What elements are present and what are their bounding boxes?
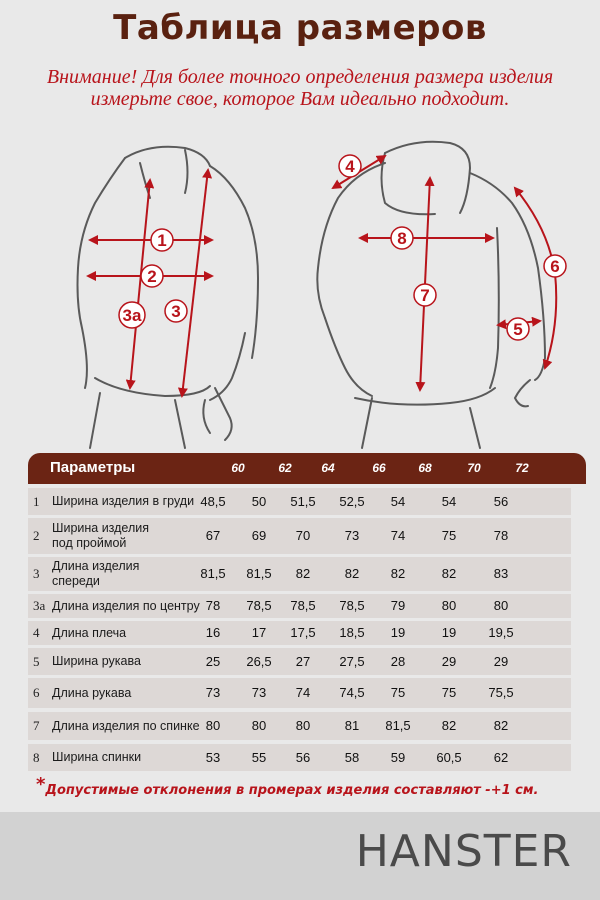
size-value: 78 [493,528,509,543]
marker-8 [391,227,413,249]
size-value: 19 [441,625,457,640]
row-number: 2 [33,528,40,543]
size-value: 75 [441,528,457,543]
size-value: 74 [390,528,406,543]
size-value: 59 [390,749,406,765]
size-header: 68 [418,461,432,475]
size-value: 17 [251,625,267,640]
size-value: 80 [251,718,267,733]
size-value: 53 [205,749,221,765]
marker-2 [141,265,163,287]
size-value: 80 [493,598,509,613]
table-row [28,744,571,771]
size-value: 56 [493,493,509,509]
row-number: 4 [33,625,40,640]
size-value: 17,5 [290,625,316,640]
size-value: 82 [344,566,360,581]
svg-text:6: 6 [550,257,560,276]
size-value: 27,5 [339,653,365,669]
size-value: 81,5 [385,718,411,733]
parameter-name: Ширина изделия в груди [52,494,195,508]
table-header [28,453,586,484]
table-row [28,678,571,708]
page-title: Таблица размеров [113,8,487,48]
size-value: 51,5 [290,493,316,509]
notice-text: Внимание! Для более точного определения размера изделия измерьте свое, которое Вам идеально подходит. [46,66,554,110]
parameter-name: Длина изделия по спинке [52,718,200,733]
row-number: 1 [33,493,40,509]
size-value: 48,5 [200,493,226,509]
size-value: 19 [390,625,406,640]
size-value: 29 [493,653,509,669]
size-value: 69 [251,528,267,543]
svg-text:3: 3 [171,302,181,321]
row-number: 5 [33,653,40,669]
size-value: 74,5 [339,685,365,700]
size-value: 54 [441,493,457,509]
parameter-name: Ширина спинки [52,750,142,764]
parameter-name: Длина плеча [52,625,127,640]
size-value: 75,5 [488,685,514,700]
row-number: 7 [33,718,40,733]
size-value: 28 [390,653,406,669]
size-value: 82 [493,718,509,733]
svg-text:8: 8 [397,229,407,248]
size-value: 82 [295,566,311,581]
size-header: 66 [372,461,386,475]
table-row [28,648,571,675]
marker-4 [339,155,361,177]
svg-text:7: 7 [420,286,430,305]
size-value: 73 [205,685,221,700]
row-number: 8 [33,749,40,765]
size-value: 78,5 [290,598,316,613]
size-value: 52,5 [339,493,365,509]
parameter-name: Ширина изделия под проймой [52,521,150,550]
size-header: 60 [231,461,245,475]
size-value: 25 [205,653,221,669]
footnote [36,774,539,799]
size-value: 79 [390,598,406,613]
size-value: 56 [295,749,311,765]
table-row [28,518,571,554]
size-value: 58 [344,749,360,765]
size-header: 70 [467,461,481,475]
table-row [28,712,571,740]
parameter-name: Длина рукава [52,685,132,700]
size-value: 60,5 [436,749,462,765]
size-value: 73 [344,528,360,543]
marker-7 [414,284,436,306]
size-value: 80 [205,718,221,733]
table-row [28,557,571,591]
table-row [28,621,571,645]
row-number: 3 [33,566,40,581]
size-value: 74 [295,685,311,700]
size-value: 18,5 [339,625,365,640]
marker-3 [165,300,187,322]
size-value: 75 [390,685,406,700]
size-value: 70 [295,528,311,543]
size-value: 19,5 [488,625,514,640]
marker-5 [507,318,529,340]
size-header: 64 [321,461,335,475]
size-value: 62 [493,749,509,765]
svg-text:5: 5 [513,320,523,339]
row-number: 3а [33,598,46,613]
size-value: 73 [251,685,267,700]
footnote-star: * [36,774,46,795]
table-row [28,488,571,515]
size-value: 50 [251,493,267,509]
marker-1 [151,229,173,251]
size-value: 78,5 [246,598,272,613]
size-value: 54 [390,493,406,509]
size-value: 81,5 [200,566,226,581]
size-value: 78 [205,598,221,613]
parameter-name: Ширина рукава [52,654,141,668]
size-value: 83 [493,566,509,581]
brand-logo: HANSTER [355,826,572,877]
svg-text:2: 2 [147,267,157,286]
parameter-name: Длина изделия по центру [52,598,200,613]
size-value: 75 [441,685,457,700]
size-value: 81 [344,718,360,733]
size-value: 29 [441,653,457,669]
size-value: 82 [441,718,457,733]
header-parameters: Параметры [50,459,136,476]
size-value: 80 [295,718,311,733]
size-value: 82 [441,566,457,581]
size-header: 72 [515,461,529,475]
parameter-name: Длина изделия спереди [52,559,140,588]
size-value: 81,5 [246,566,272,581]
size-value: 80 [441,598,457,613]
size-value: 27 [295,653,311,669]
size-value: 78,5 [339,598,365,613]
size-value: 16 [205,625,221,640]
row-number: 6 [33,685,40,700]
table-row [28,594,571,618]
footnote-text: Допустимые отклонения в промерах изделия составляют -+1 см. [45,783,539,798]
size-value: 67 [205,528,221,543]
svg-text:4: 4 [345,157,355,176]
svg-text:1: 1 [157,231,167,250]
size-value: 82 [390,566,406,581]
jacket-measurement-figure [0,118,600,450]
marker-3a [119,302,145,328]
size-value: 26,5 [246,653,272,669]
marker-6 [544,255,566,277]
svg-text:3а: 3а [122,306,142,325]
size-value: 55 [251,749,267,765]
size-header: 62 [278,461,292,475]
front-jacket-sketch [78,147,259,448]
